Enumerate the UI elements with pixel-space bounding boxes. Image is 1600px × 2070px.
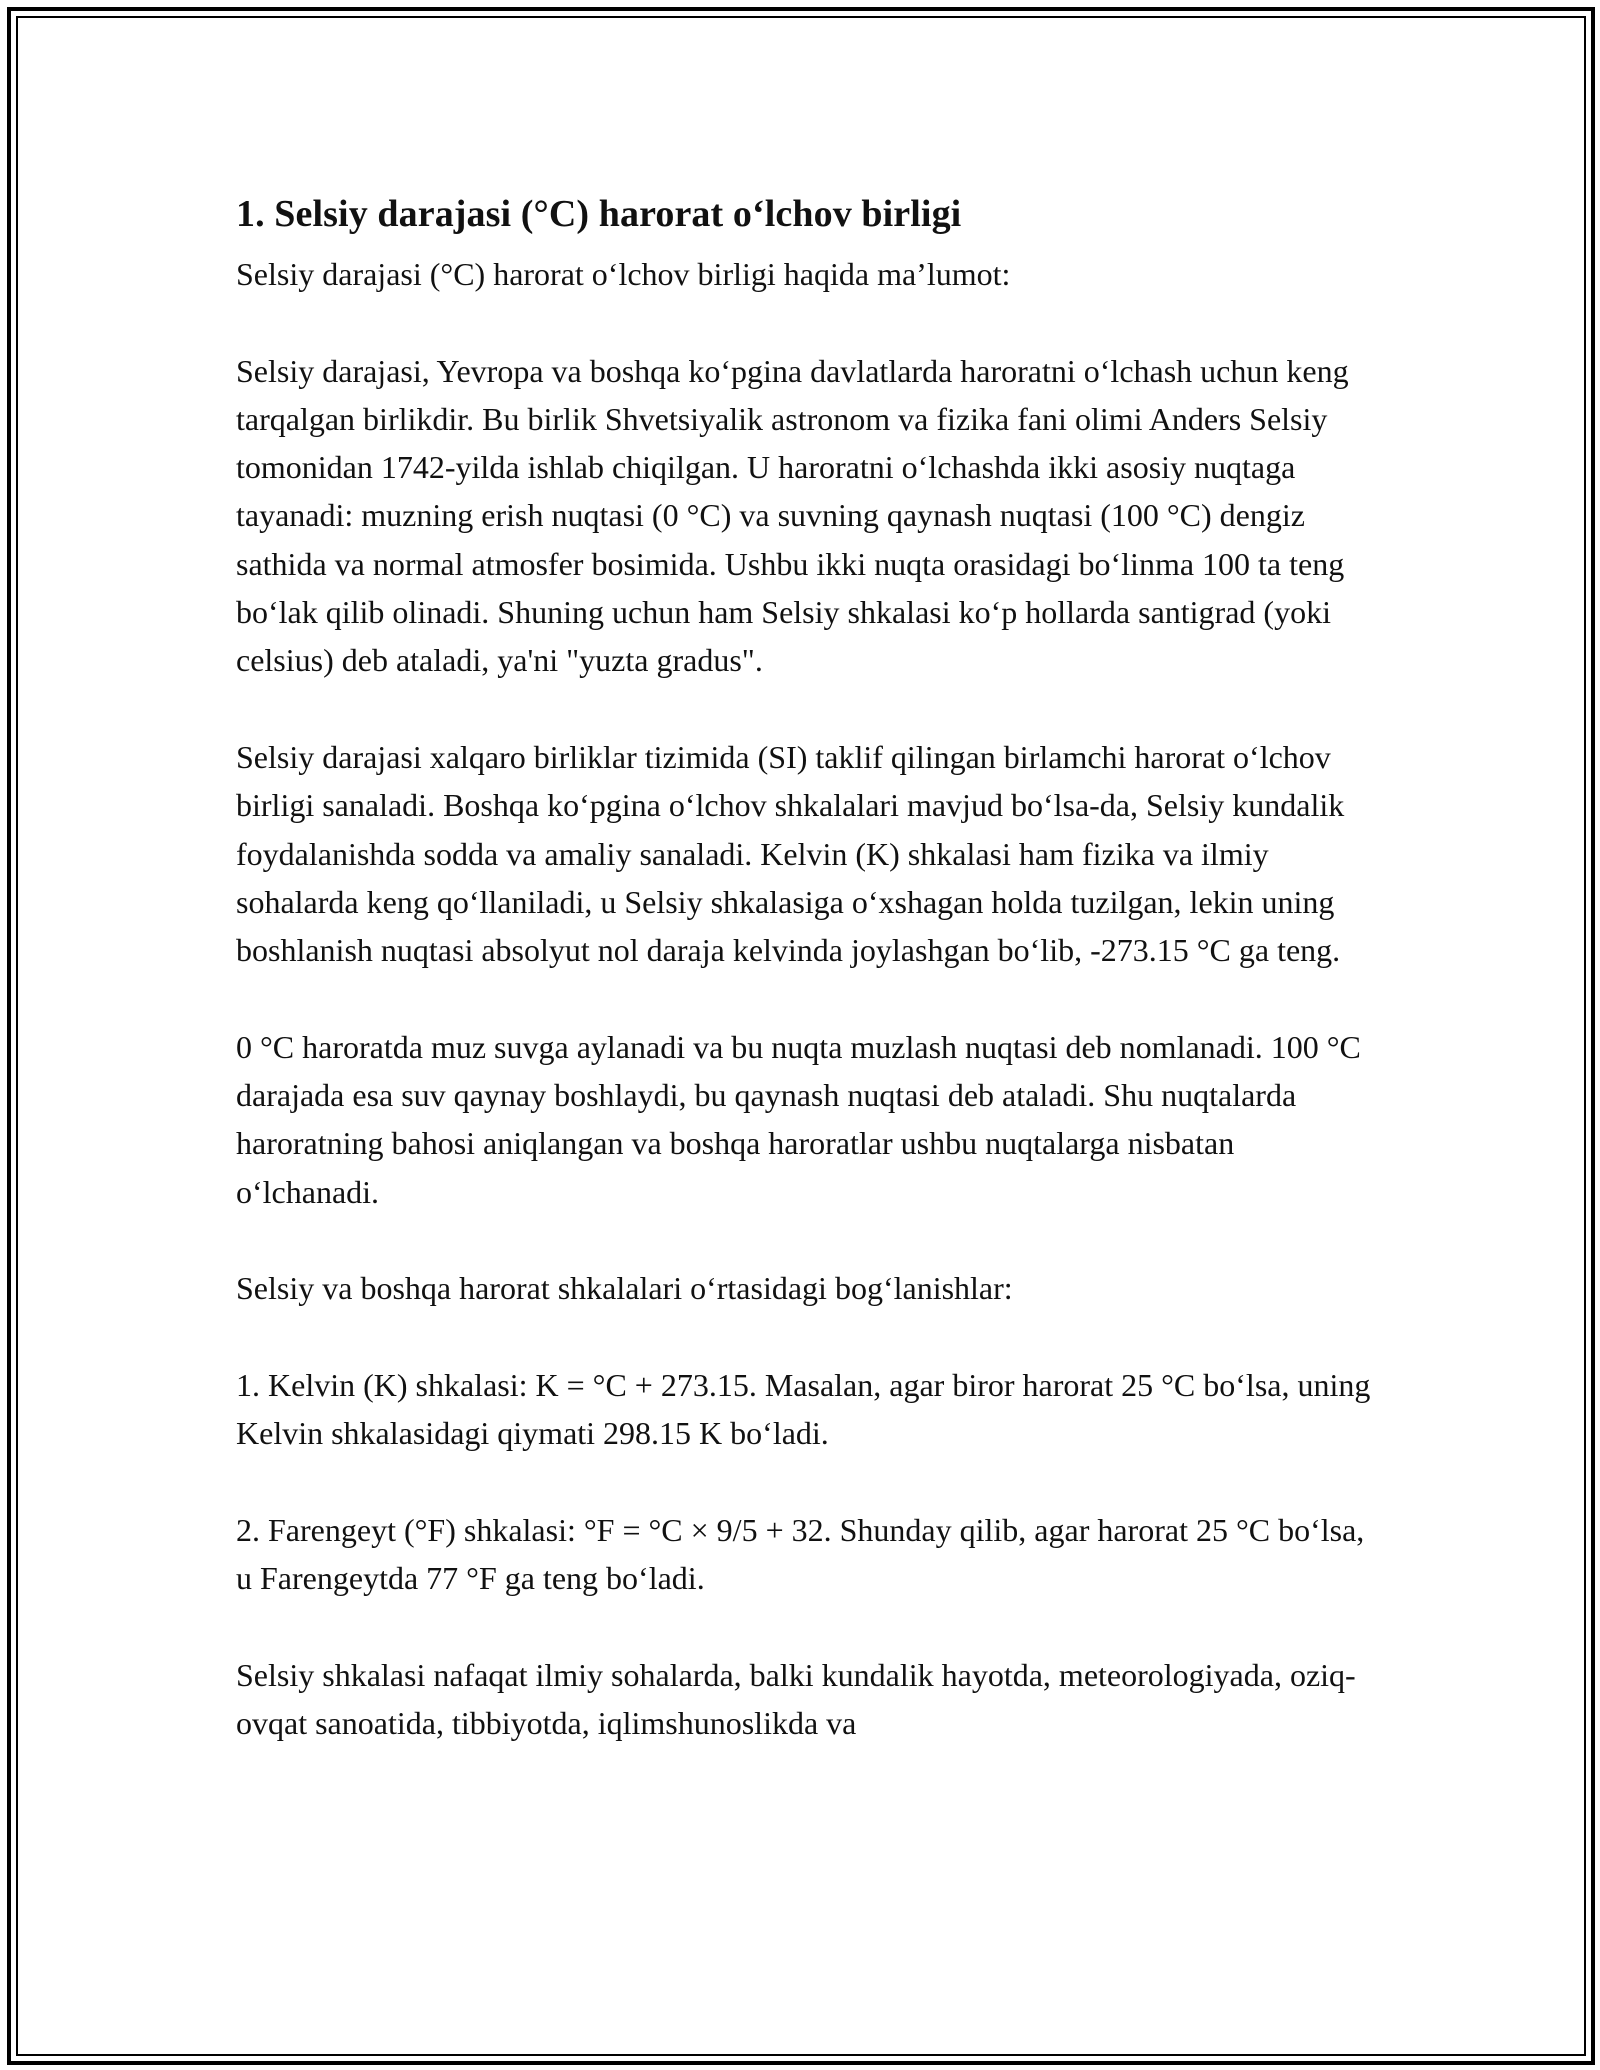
document-title: 1. Selsiy darajasi (°C) harorat o‘lchov birligi [236,193,962,235]
paragraph-si-unit: Selsiy darajasi xalqaro birliklar tizimida (SI) taklif qilingan birlamchi harorat o‘lchov birligi sanaladi. Boshqa ko‘pgina o‘lchov shkalalari mavjud bo‘lsa-da, Selsiy kundalik foydalanishda sodda va amaliy sanaladi. Kelvin (K) shkalasi ham fizika va ilmiy sohalarda keng qo‘llaniladi, u Selsiy shkalasiga o‘xshagan holda tuzilgan, lekin uning boshlanish nuqtasi absolyut nol daraja kelvinda joylashgan bo‘lib, -273.15 °C ga teng. [236,738,1345,969]
paragraph-definition: Selsiy darajasi, Yevropa va boshqa ko‘pgina davlatlarda haroratni o‘lchash uchun keng tarqalgan birlikdir. Bu birlik Shvetsiyalik astronom va fizika fani olimi Anders Selsiy tomonidan 1742-yilda ishlab chiqilgan. U haroratni o‘lchashda ikki asosiy nuqtaga tayanadi: muzning erish nuqtasi (0 °C) va suvning qaynash nuqtasi (100 °C) dengiz sathida va normal atmosfer bosimida. Ushbu ikki nuqta orasidagi bo‘linma 100 ta teng bo‘lak qilib olinadi. Shuning uchun ham Selsiy shkalasi ko‘p hollarda santigrad (yoki celsius) deb ataladi, ya'ni "yuzta gradus". [236,352,1349,679]
paragraph-relations-heading: Selsiy va boshqa harorat shkalalari o‘rtasidagi bog‘lanishlar: [236,1270,1013,1307]
document-body [236,190,1376,1747]
paragraph-fahrenheit: 2. Farengeyt (°F) shkalasi: °F = °C × 9/5 + 32. Shunday qilib, agar harorat 25 °C bo‘lsa, u Farengeytda 77 °F ga teng bo‘ladi. [236,1511,1365,1597]
paragraph-kelvin: 1. Kelvin (K) shkalasi: K = °C + 273.15. Masalan, agar biror harorat 25 °C bo‘lsa, uning Kelvin shkalasidagi qiymati 298.15 K bo‘ladi. [236,1366,1371,1452]
paragraph-freezing-boiling: 0 °C haroratda muz suvga aylanadi va bu nuqta muzlash nuqtasi deb nomlanadi. 100 °C darajada esa suv qaynay boshlaydi, bu qaynash nuqtasi deb ataladi. Shu nuqtalarda haroratning bahosi aniqlangan va boshqa haroratlar ushbu nuqtalarga nisbatan o‘lchanadi. [236,1028,1361,1210]
paragraph-usage: Selsiy shkalasi nafaqat ilmiy sohalarda, balki kundalik hayotda, meteorologiyada, oziq-ovqat sanoatida, tibbiyotda, iqlimshunoslikda va [236,1656,1356,1741]
paragraph-intro: Selsiy darajasi (°C) harorat o‘lchov birligi haqida ma’lumot: [236,256,1011,292]
